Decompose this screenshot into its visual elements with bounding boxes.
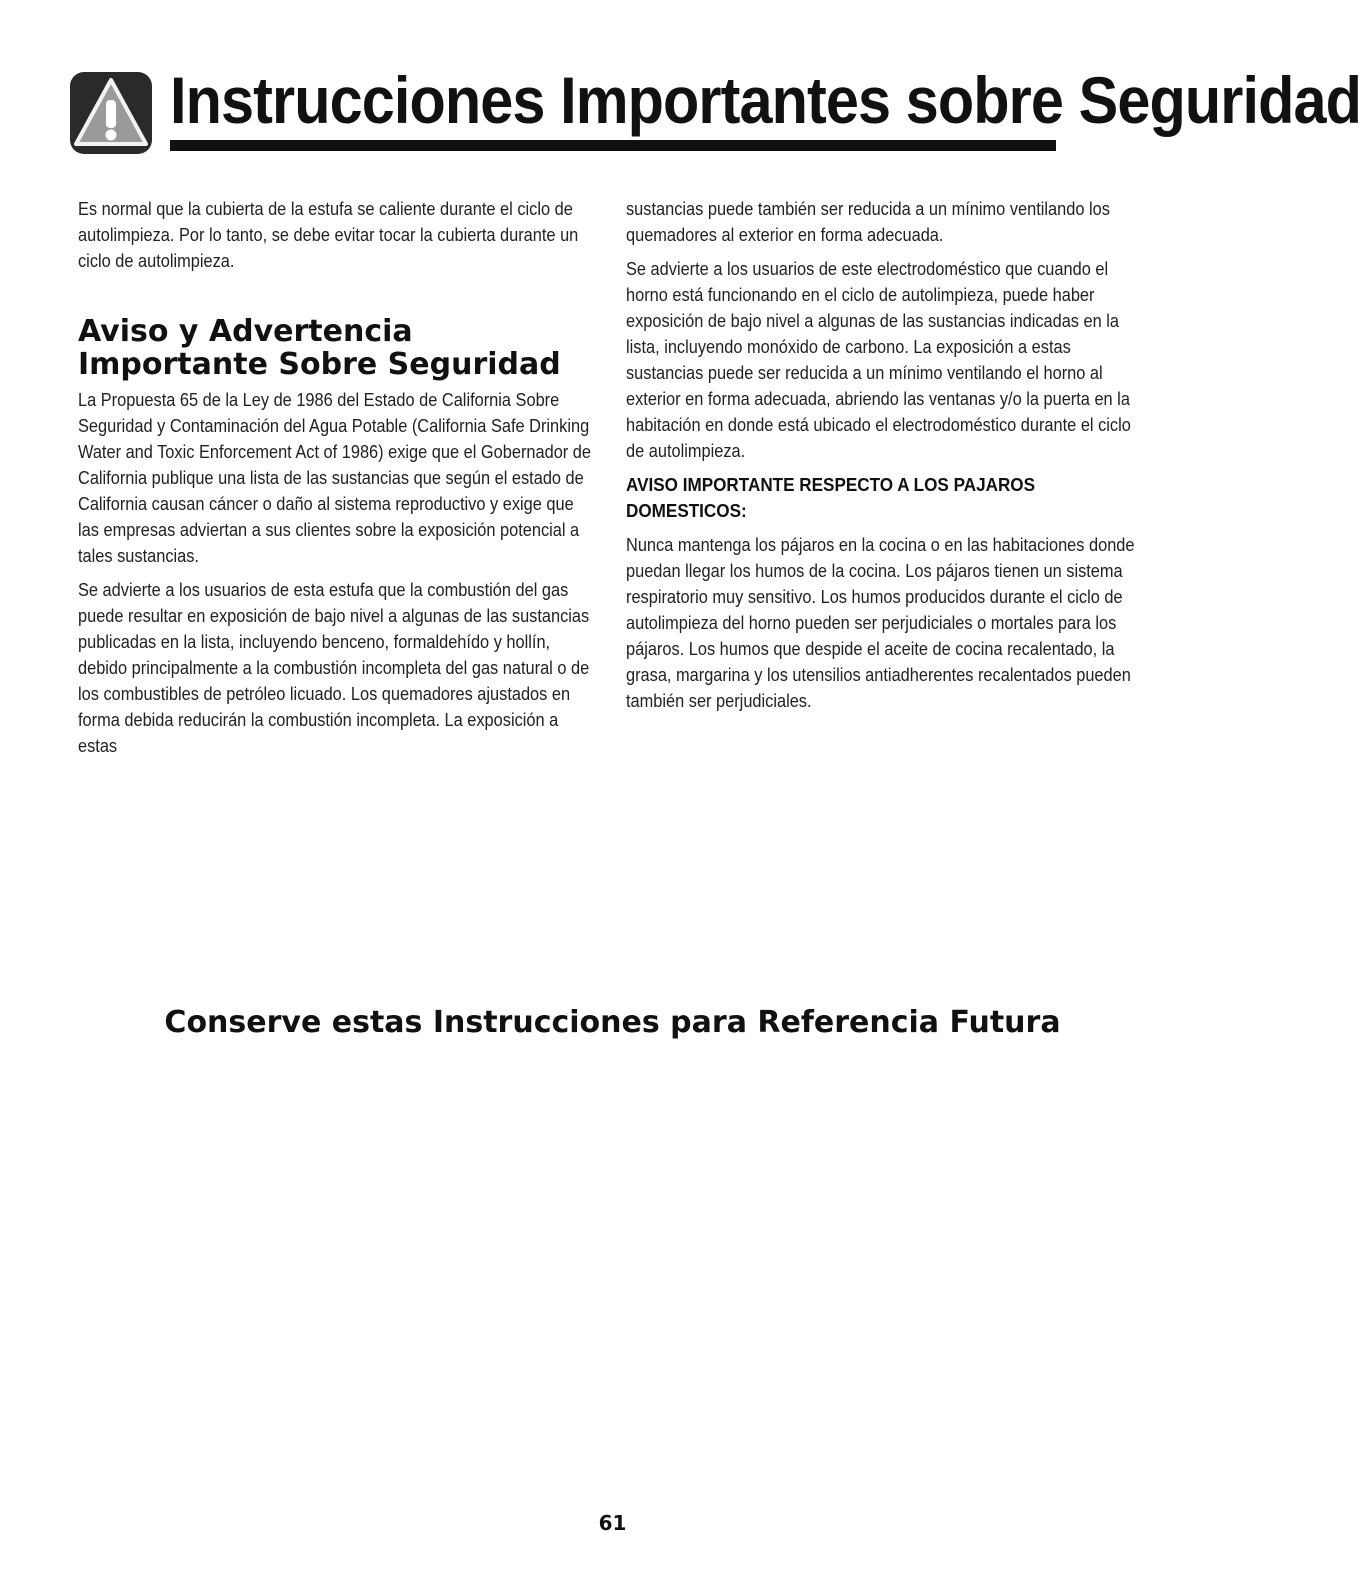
section-heading [78,315,598,381]
birds-paragraph: Nunca mantenga los pájaros en la cocina o en las habitaciones donde puedan llegar los humos de la cocina. Los pájaros tienen un sistema respiratorio muy sensitivo. Los humos producidos durante el ciclo de autolimpieza del horno pueden ser perjudiciales o mortales para los pájaros. Los humos que despide el aceite de cocina recalentado, la grasa, margarina y los utensilios antiadherentes recalentados pueden también ser perjudiciales. [626,534,1135,711]
continuation-paragraph: sustancias puede también ser reducida a un mínimo ventilando los quemadores al exterior en forma adecuada. [626,198,1110,245]
left-column [78,196,598,767]
page-title: Instrucciones Importantes sobre Seguridad [170,63,1361,137]
page-header [68,58,1361,158]
right-column [626,196,1146,722]
birds-heading: AVISO IMPORTANTE RESPECTO A LOS PAJAROS DOMESTICOS: [626,474,1036,521]
combustion-paragraph: Se advierte a los usuarios de esta estufa que la combustión del gas puede resultar en exposición de bajo nivel a algunas de las sustancias publicadas en la lista, incluyendo benceno, formaldehído y hollín, debido principalmente a la combustión incompleta del gas natural o de los combustibles de petróleo licuado. Los quemadores ajustados en forma debida reducirán la combustión incompleta. La exposición a estas [78,579,590,756]
page-number: 61 [598,1511,627,1535]
intro-paragraph: Es normal que la cubierta de la estufa se caliente durante el ciclo de autolimpieza. Por lo tanto, se debe evitar tocar la cubierta durante un ciclo de autolimpieza. [78,198,579,271]
self-clean-paragraph: Se advierte a los usuarios de este electrodoméstico que cuando el horno está funcionando en el ciclo de autolimpieza, puede haber exposición de bajo nivel a algunas de las sustancias indicadas en la lista, incluyendo monóxido de carbono. La exposición a estas sustancias puede ser reducida a un mínimo ventilando el horno al exterior en forma adecuada, abriendo las ventanas y/o la puerta en la habitación en donde está ubicado el electrodoméstico durante el ciclo de autolimpieza. [626,258,1131,461]
save-instructions-heading: Conserve estas Instrucciones para Referencia Futura [164,1005,1061,1040]
warning-triangle-icon [68,70,154,156]
title-underline [170,140,1056,151]
section-heading-line-2: Importante Sobre Seguridad [78,347,561,382]
prop65-paragraph: La Propuesta 65 de la Ley de 1986 del Estado de California Sobre Seguridad y Contaminación del Agua Potable (California Safe Drinking Water and Toxic Enforcement Act of 1986) exige que el Gobernador de California publique una lista de las sustancias que según el estado de California causan cáncer o daño al sistema reproductivo y exige que las empresas adviertan a sus clientes sobre la exposición potencial a tales sustancias. [78,389,591,566]
section-heading-line-1: Aviso y Advertencia [78,314,413,349]
